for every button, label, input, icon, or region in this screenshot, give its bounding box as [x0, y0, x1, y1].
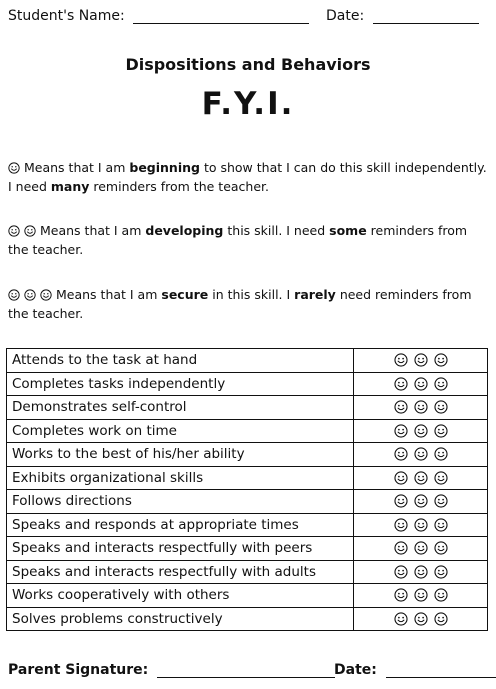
smiley-face-icon[interactable]: [414, 588, 428, 602]
rating-faces: [354, 419, 488, 443]
rating-faces: [354, 466, 488, 490]
smiley-face-icon[interactable]: [434, 541, 448, 555]
smiley-face-icon[interactable]: [394, 541, 408, 555]
skills-table: [6, 348, 488, 631]
smiley-face-icon: [8, 225, 20, 237]
smiley-face-icon[interactable]: [414, 424, 428, 438]
smiley-face-icon[interactable]: [434, 518, 448, 532]
student-name-label: Student's Name:: [8, 8, 125, 24]
smiley-face-icon[interactable]: [434, 612, 448, 626]
smiley-face-icon[interactable]: [414, 518, 428, 532]
smiley-face-icon[interactable]: [414, 400, 428, 414]
smiley-face-icon[interactable]: [414, 612, 428, 626]
table-row: [7, 349, 488, 373]
smiley-face-icon[interactable]: [434, 353, 448, 367]
table-row: [7, 419, 488, 443]
rating-faces: [354, 372, 488, 396]
smiley-face-icon[interactable]: [394, 353, 408, 367]
skill-label: Exhibits organizational skills: [7, 466, 354, 490]
smiley-face-icon[interactable]: [434, 400, 448, 414]
legend-item-beginning: Means that I am beginning to show that I can do this skill independently. I need many reminders from the teacher.: [8, 160, 487, 194]
student-name-field: [8, 8, 309, 24]
skill-label: Follows directions: [7, 490, 354, 514]
rating-faces: [354, 513, 488, 537]
smiley-face-icon[interactable]: [434, 424, 448, 438]
smiley-face-icon[interactable]: [394, 518, 408, 532]
smiley-face-icon[interactable]: [394, 377, 408, 391]
skill-label: Demonstrates self-control: [7, 396, 354, 420]
table-row: [7, 584, 488, 608]
smiley-face-icon: [24, 289, 36, 301]
skill-label: Works to the best of his/her ability: [7, 443, 354, 467]
smiley-face-icon[interactable]: [394, 588, 408, 602]
smiley-faces-2: [8, 223, 40, 238]
skill-label: Attends to the task at hand: [7, 349, 354, 373]
page-subtitle: F.Y.I.: [201, 86, 295, 122]
smiley-faces-3: [8, 287, 56, 302]
smiley-face-icon[interactable]: [414, 541, 428, 555]
smiley-face-icon[interactable]: [394, 400, 408, 414]
smiley-face-icon[interactable]: [414, 471, 428, 485]
parent-signature-line[interactable]: [157, 677, 335, 678]
smiley-face-icon[interactable]: [434, 471, 448, 485]
skill-label: Speaks and interacts respectfully with adults: [7, 560, 354, 584]
footer-date-field: [334, 662, 496, 678]
legend-item-developing: Means that I am developing this skill. I need some reminders from the teacher.: [8, 223, 468, 257]
legend-item-secure: Means that I am secure in this skill. I rarely need reminders from the teacher.: [8, 287, 472, 321]
date-line[interactable]: [373, 23, 479, 24]
rating-faces: [354, 490, 488, 514]
smiley-face-icon[interactable]: [394, 424, 408, 438]
smiley-face-icon[interactable]: [414, 494, 428, 508]
skill-label: Completes tasks independently: [7, 372, 354, 396]
table-row: [7, 560, 488, 584]
smiley-face-icon[interactable]: [414, 353, 428, 367]
smiley-face-icon[interactable]: [434, 588, 448, 602]
parent-signature-field: [8, 662, 335, 678]
parent-signature-label: Parent Signature:: [8, 662, 149, 678]
table-row: [7, 396, 488, 420]
rating-faces: [354, 607, 488, 631]
smiley-face-icon[interactable]: [414, 565, 428, 579]
table-row: [7, 443, 488, 467]
smiley-face-icon: [24, 225, 36, 237]
skill-label: Works cooperatively with others: [7, 584, 354, 608]
skill-label: Speaks and responds at appropriate times: [7, 513, 354, 537]
footer-date-line[interactable]: [386, 677, 496, 678]
smiley-face-icon[interactable]: [414, 377, 428, 391]
smiley-faces-1: [8, 160, 24, 175]
rating-faces: [354, 537, 488, 561]
table-row: [7, 372, 488, 396]
rating-faces: [354, 349, 488, 373]
smiley-face-icon: [40, 289, 52, 301]
skill-label: Speaks and interacts respectfully with peers: [7, 537, 354, 561]
footer-date-label: Date:: [334, 662, 377, 678]
table-row: [7, 607, 488, 631]
smiley-face-icon: [8, 289, 20, 301]
date-label: Date:: [326, 8, 365, 24]
smiley-face-icon[interactable]: [434, 565, 448, 579]
rating-faces: [354, 560, 488, 584]
smiley-face-icon[interactable]: [434, 377, 448, 391]
smiley-face-icon[interactable]: [394, 565, 408, 579]
table-row: [7, 513, 488, 537]
skill-label: Solves problems constructively: [7, 607, 354, 631]
date-field: [326, 8, 479, 24]
smiley-face-icon[interactable]: [434, 494, 448, 508]
rating-faces: [354, 396, 488, 420]
smiley-face-icon[interactable]: [394, 494, 408, 508]
skill-label: Completes work on time: [7, 419, 354, 443]
smiley-face-icon[interactable]: [394, 612, 408, 626]
rating-faces: [354, 443, 488, 467]
rating-faces: [354, 584, 488, 608]
smiley-face-icon[interactable]: [414, 447, 428, 461]
smiley-face-icon[interactable]: [434, 447, 448, 461]
student-name-line[interactable]: [133, 23, 309, 24]
smiley-face-icon[interactable]: [394, 447, 408, 461]
table-row: [7, 537, 488, 561]
table-row: [7, 490, 488, 514]
table-row: [7, 466, 488, 490]
smiley-face-icon[interactable]: [394, 471, 408, 485]
smiley-face-icon: [8, 162, 20, 174]
page-title: Dispositions and Behaviors: [125, 55, 371, 74]
